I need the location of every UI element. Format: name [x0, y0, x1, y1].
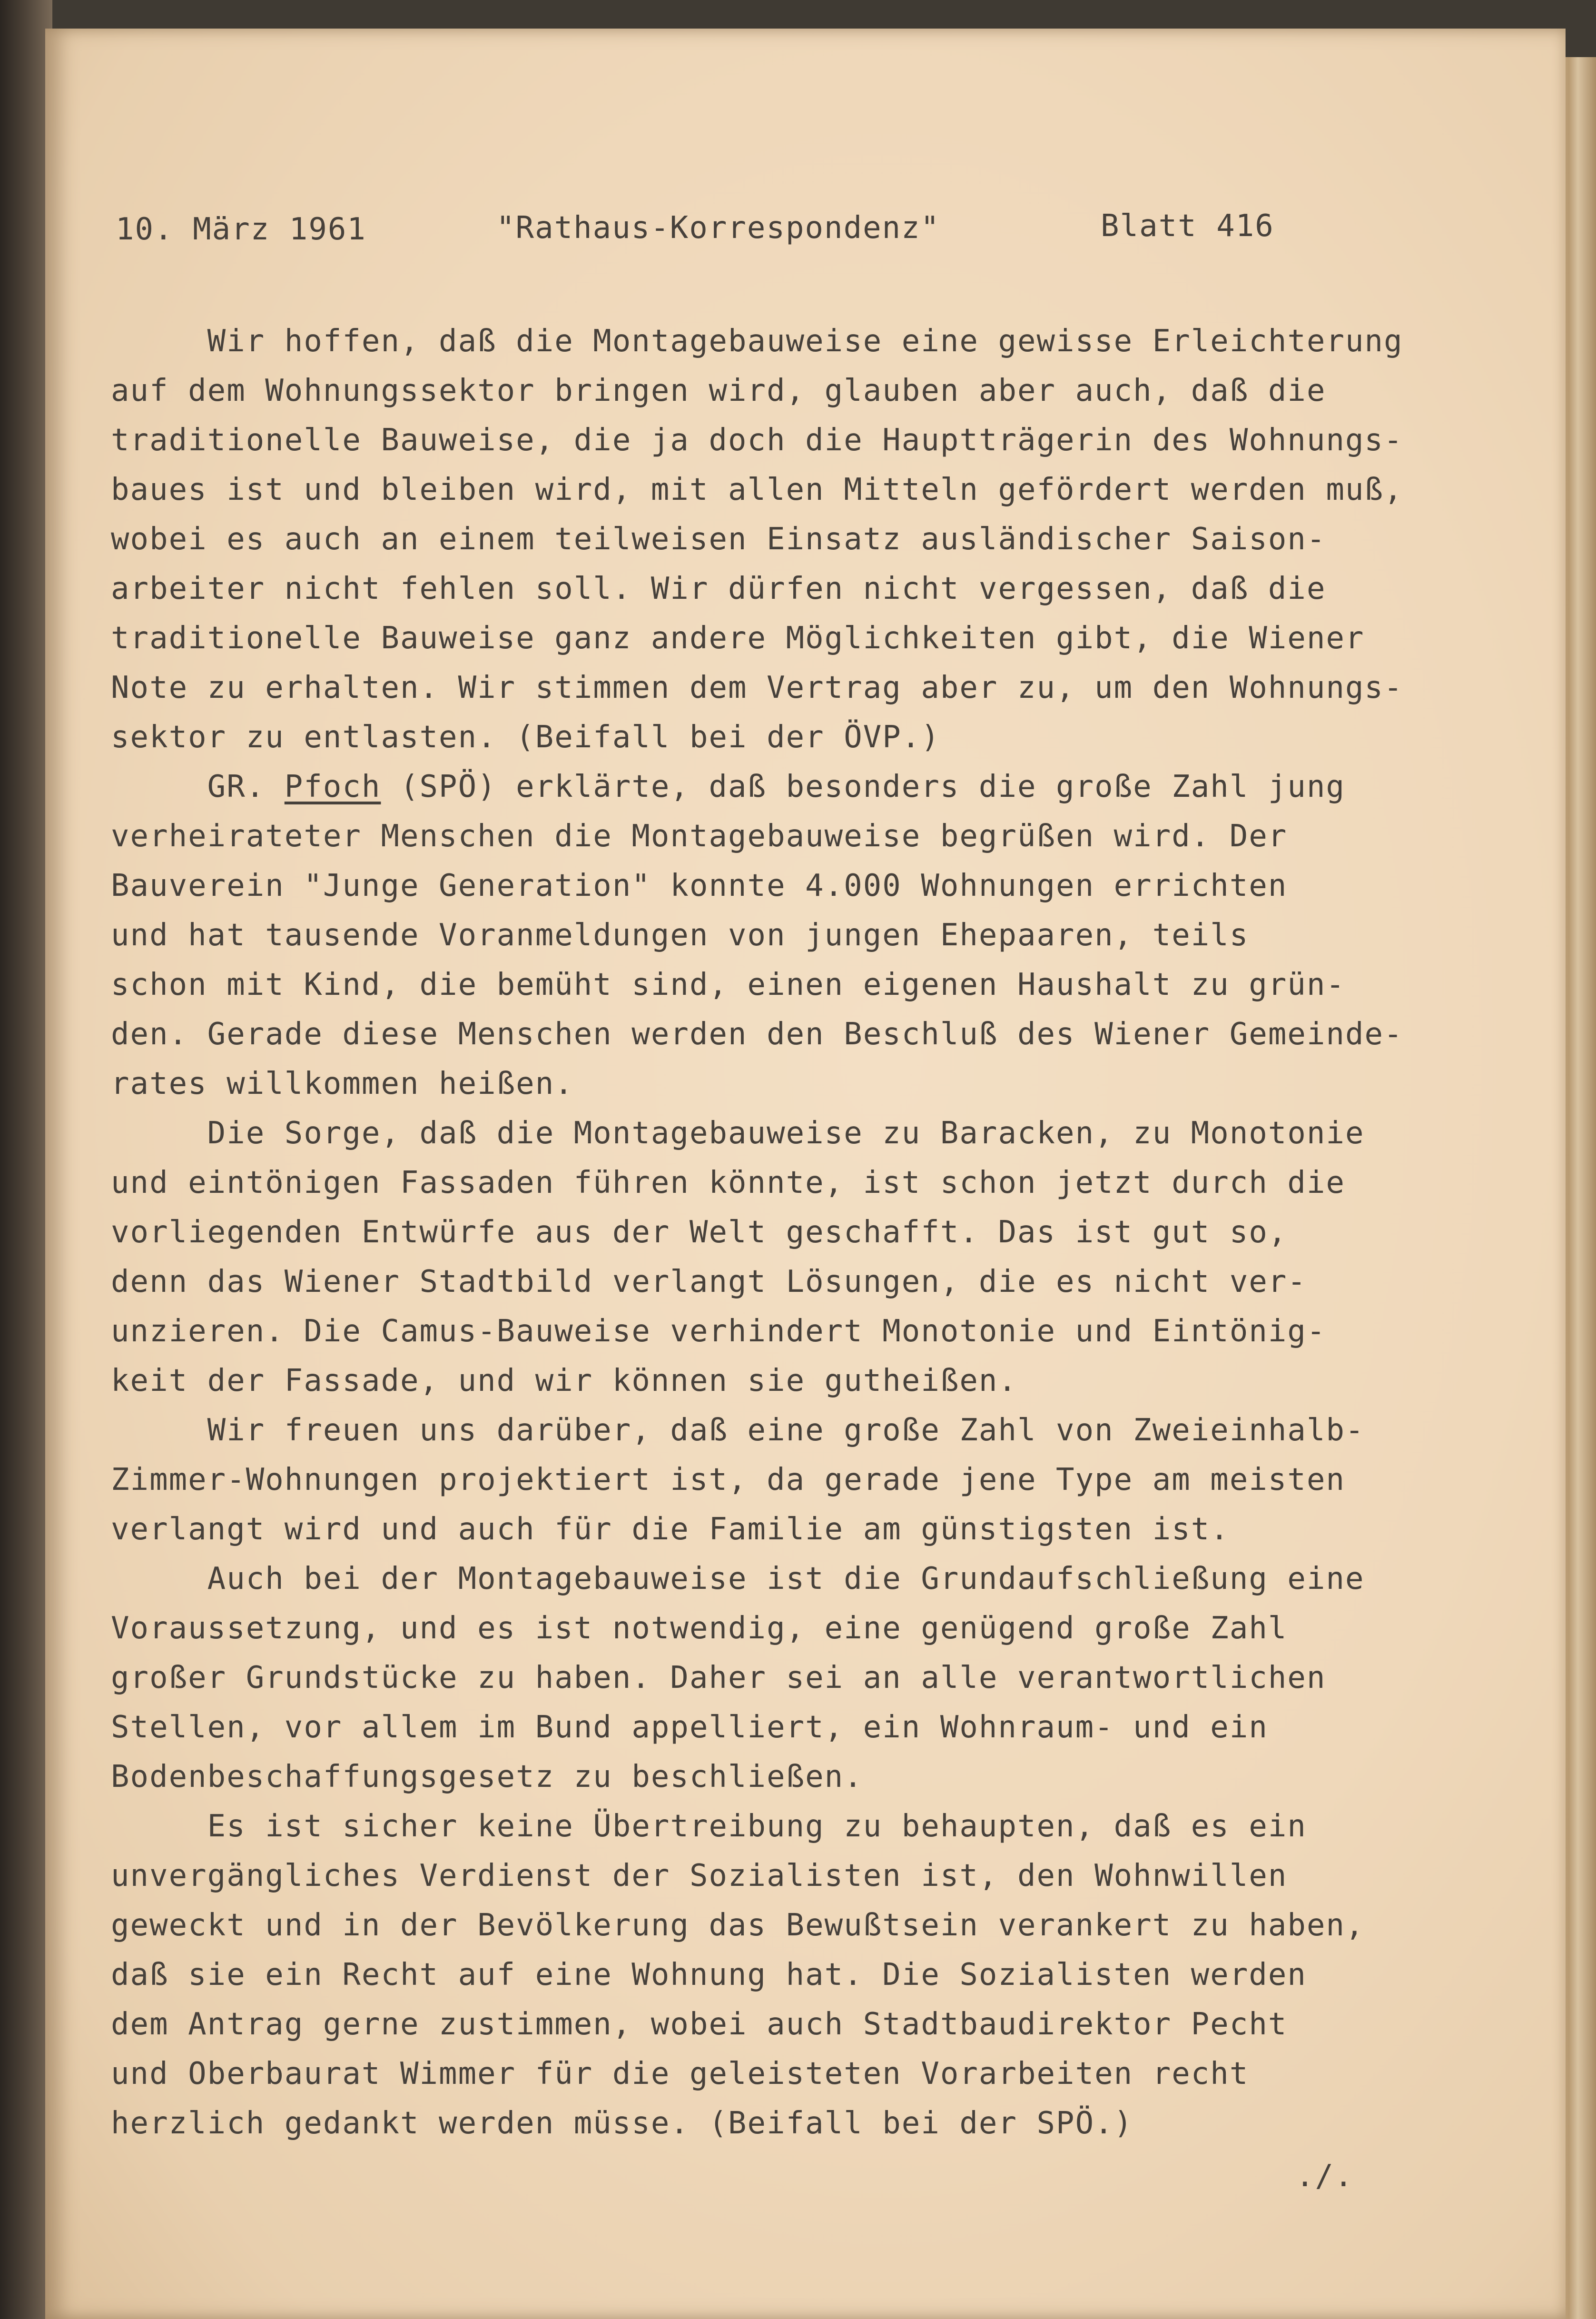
- text-line: keit der Fassade, und wir können sie gutheißen.: [111, 1363, 1017, 1398]
- text-line: den. Gerade diese Menschen werden den Beschluß des Wiener Gemeinde-: [111, 1017, 1403, 1052]
- text-line: und hat tausende Voranmeldungen von jungen Ehepaaren, teils: [111, 918, 1249, 953]
- text-line: und Oberbaurat Wimmer für die geleisteten Vorarbeiten recht: [111, 2056, 1249, 2091]
- header-title: "Rathaus-Korrespondenz": [496, 210, 940, 246]
- speaker-line: [111, 762, 1515, 812]
- speaker-statement: (SPÖ) erklärte, daß besonders die große Zahl jung: [381, 769, 1345, 804]
- text-line: dem Antrag gerne zustimmen, wobei auch Stadtbaudirektor Pecht: [111, 2007, 1288, 2042]
- continuation-mark: ./.: [1296, 2159, 1354, 2194]
- text-line: Die Sorge, daß die Montagebauweise zu Baracken, zu Monotonie: [111, 1116, 1365, 1151]
- text-line: herzlich gedankt werden müsse. (Beifall bei der SPÖ.): [111, 2106, 1133, 2141]
- speaker-prefix: GR.: [111, 769, 285, 804]
- text-line: Zimmer-Wohnungen projektiert ist, da gerade jene Type am meisten: [111, 1462, 1345, 1497]
- text-line: unzieren. Die Camus-Bauweise verhindert Monotonie und Eintönig-: [111, 1314, 1326, 1349]
- text-line: wobei es auch an einem teilweisen Einsatz ausländischer Saison-: [111, 522, 1326, 557]
- text-line: traditionelle Bauweise, die ja doch die Hauptträgerin des Wohnungs-: [111, 423, 1403, 458]
- text-line: Note zu erhalten. Wir stimmen dem Vertrag aber zu, um den Wohnungs-: [111, 670, 1403, 705]
- text-line: schon mit Kind, die bemüht sind, einen eigenen Haushalt zu grün-: [111, 967, 1345, 1002]
- text-line: rates willkommen heißen.: [111, 1066, 574, 1101]
- text-line: geweckt und in der Bevölkerung das Bewußtsein verankert zu haben,: [111, 1908, 1365, 1943]
- header-date: 10. März 1961: [116, 212, 366, 247]
- text-line: verheirateter Menschen die Montagebauweise begrüßen wird. Der: [111, 819, 1288, 854]
- text-line: und eintönigen Fassaden führen könnte, ist schon jetzt durch die: [111, 1165, 1345, 1200]
- text-line: Es ist sicher keine Übertreibung zu behaupten, daß es ein: [111, 1809, 1307, 1844]
- speaker-name: Pfoch: [284, 769, 381, 804]
- text-line: verlangt wird und auch für die Familie am günstigsten ist.: [111, 1512, 1230, 1547]
- text-line: auf dem Wohnungssektor bringen wird, glauben aber auch, daß die: [111, 373, 1326, 408]
- text-line: Bodenbeschaffungsgesetz zu beschließen.: [111, 1759, 863, 1794]
- header-page-number: Blatt 416: [1101, 208, 1274, 244]
- text-line: baues ist und bleiben wird, mit allen Mitteln gefördert werden muß,: [111, 472, 1403, 507]
- text-line: großer Grundstücke zu haben. Daher sei an alle verantwortlichen: [111, 1660, 1326, 1695]
- text-line: traditionelle Bauweise ganz andere Möglichkeiten gibt, die Wiener: [111, 621, 1365, 656]
- text-line: Stellen, vor allem im Bund appelliert, ein Wohnraum- und ein: [111, 1710, 1268, 1745]
- text-line: sektor zu entlasten. (Beifall bei der ÖVP.): [111, 720, 940, 755]
- text-line: vorliegenden Entwürfe aus der Welt geschafft. Das ist gut so,: [111, 1215, 1288, 1250]
- text-line: Auch bei der Montagebauweise ist die Grundaufschließung eine: [111, 1561, 1365, 1596]
- text-line: denn das Wiener Stadtbild verlangt Lösungen, die es nicht ver-: [111, 1264, 1307, 1299]
- text-line: Wir freuen uns darüber, daß eine große Zahl von Zweieinhalb-: [111, 1413, 1365, 1448]
- book-binding-edge: [0, 0, 52, 2319]
- text-line: unvergängliches Verdienst der Sozialisten ist, den Wohnwillen: [111, 1858, 1288, 1893]
- text-line: daß sie ein Recht auf eine Wohnung hat. Die Sozialisten werden: [111, 1957, 1307, 1992]
- text-line: Voraussetzung, und es ist notwendig, eine genügend große Zahl: [111, 1611, 1288, 1646]
- text-line: Bauverein "Junge Generation" konnte 4.000 Wohnungen errichten: [111, 868, 1288, 903]
- text-line: Wir hoffen, daß die Montagebauweise eine gewisse Erleichterung: [111, 324, 1403, 359]
- body-text: [111, 317, 1515, 2182]
- text-line: arbeiter nicht fehlen soll. Wir dürfen nicht vergessen, daß die: [111, 571, 1326, 606]
